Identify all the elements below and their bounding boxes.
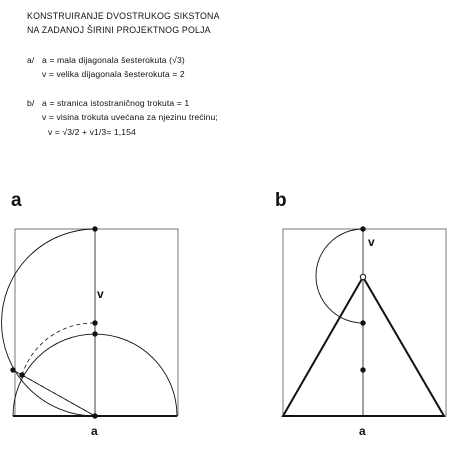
figure-b-point-arc-end (360, 320, 365, 325)
figure-a-large-arc (2, 229, 95, 416)
figure-b-point-apex (360, 274, 365, 279)
figure-a-point-upper (92, 320, 97, 325)
figure-a-point-apex (92, 331, 97, 336)
section-b-line-2: v = visina trokuta uvećana za njezinu trećinu; (42, 112, 218, 122)
section-b-line-1: a = stranica istostraničnog trokuta = 1 (42, 98, 190, 108)
figure-a-v-label: v (97, 287, 104, 301)
figure-b-v-label: v (368, 235, 375, 249)
figure-a-a-label: a (91, 424, 98, 438)
figure-b-arc (316, 229, 363, 323)
figure-b-triangle (283, 277, 444, 416)
heading-line-2: NA ZADANOJ ŠIRINI PROJEKTNOG POLJA (27, 25, 211, 35)
figure-a-point-intersection (19, 372, 24, 377)
figure-b-a-label: a (359, 424, 366, 438)
figure-a-point-left (10, 367, 15, 372)
section-a-line-1: a = mala dijagonala šesterokuta (√3) (42, 55, 185, 65)
figure-a-dashed-arc (22, 323, 95, 375)
figure-a (2, 226, 178, 438)
section-b-line-3: v = √3/2 + v1/3= 1,154 (48, 127, 136, 137)
figure-b-point-top (360, 226, 365, 231)
figure-b-point-lower (360, 367, 365, 372)
section-a-marker: a/ (27, 55, 35, 65)
section-a-line-2: v = velika dijagonala šesterokuta = 2 (42, 69, 185, 79)
figure-b-label: b (275, 190, 287, 211)
section-b-marker: b/ (27, 98, 35, 108)
heading-line-1: KONSTRUIRANJE DVOSTRUKOG SIKSTONA (27, 11, 220, 21)
figure-a-point-base (92, 413, 97, 418)
figure-a-label: a (11, 190, 22, 211)
figure-a-point-top (92, 226, 97, 231)
figure-b (283, 226, 446, 438)
figure-a-diagonal (13, 370, 95, 416)
